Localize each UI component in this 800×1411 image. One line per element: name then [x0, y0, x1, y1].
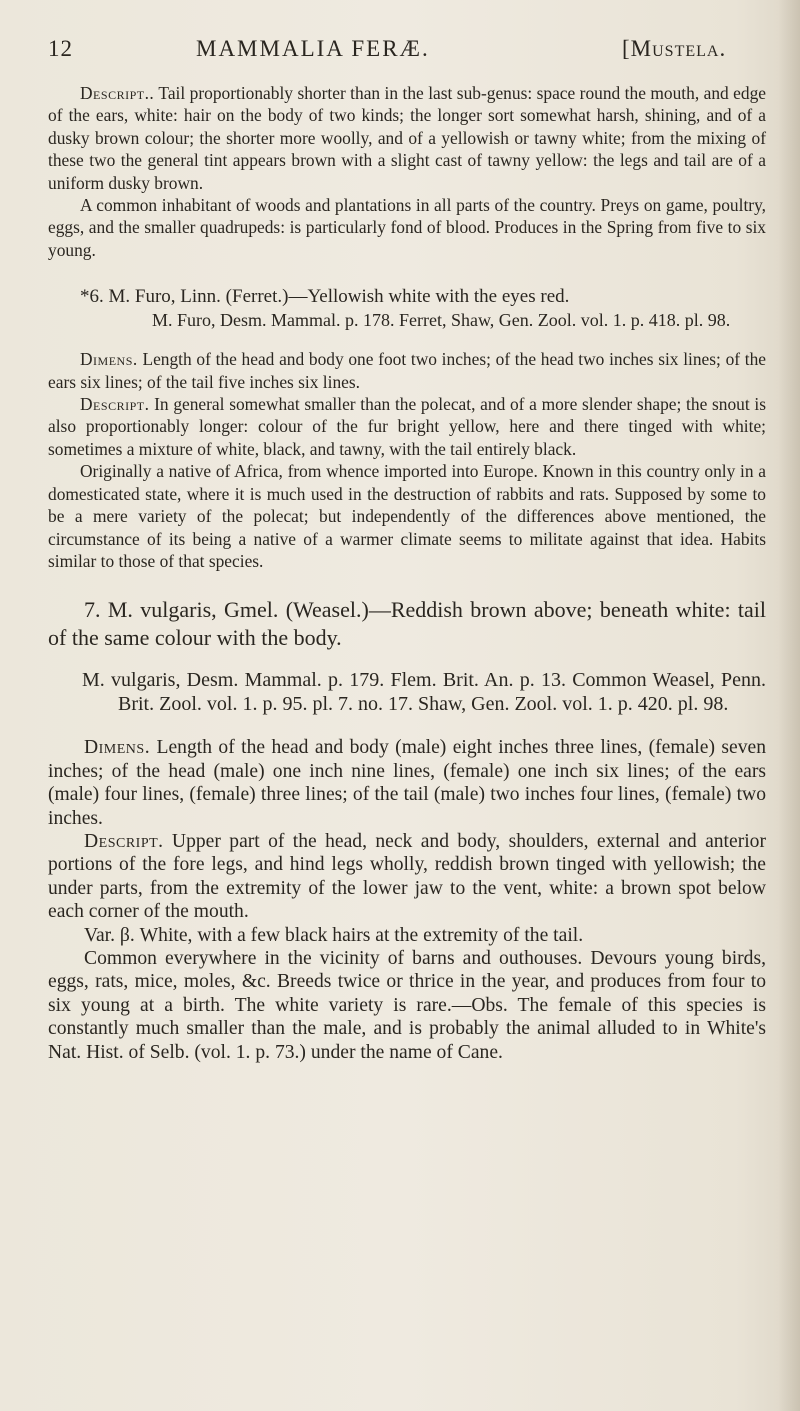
furo-description	[48, 393, 766, 460]
furo-dimensions	[48, 348, 766, 393]
dimens-text: Length of the head and body (male) eight inches three lines, (female) seven inches; of the head (male) one inch nine lines, (female) one inch six lines; of the ears (male) four lines, (female) three lines; of the tail (male) two inches four lines, (female) two inches.	[48, 737, 766, 829]
descript-text: Upper part of the head, neck and body, shoulders, external and anterior portions of the fore legs, and hind legs wholly, reddish brown tinged with yellowish; the under parts, from the extremity of the lower jaw to the vent, white: a brown spot below each corner of the mouth.	[48, 830, 766, 923]
species-heading-vulgaris: 7. M. vulgaris, Gmel. (Weasel.)—Reddish brown above; beneath white: tail of the same colour with the body.	[48, 597, 766, 651]
synonymy-vulgaris: M. vulgaris, Desm. Mammal. p. 179. Flem. Brit. An. p. 13. Common Weasel, Penn. Brit. Zool. vol. 1. p. 95. pl. 7. no. 17. Shaw, Gen. Zool. vol. 1. p. 420. pl. 98.	[82, 669, 766, 716]
descript-label: Descript..	[80, 83, 155, 103]
vulgaris-variety: Var. β. White, with a few black hairs at the extremity of the tail.	[84, 924, 584, 946]
furo-origin: Originally a native of Africa, from whence imported into Europe. Known in this country only in a domesticated state, where it is much used in the destruction of rabbits and rats. Supposed by some to be a mere variety of the polecat; but independently of the differences above mentioned, the circumstance of its being a native of a warmer climate seems to militate against that idea. Habits similar to those of that species.	[48, 461, 766, 571]
vulgaris-body	[48, 736, 766, 1064]
descript-text: Tail proportionably shorter than in the last sub-genus: space round the mouth, and edge of the ears, white: hair on the body of two kinds; the longer sort somewhat harsh, shining, and of a dusky brown colour; the shorter more woolly, and of a yellowish or tawny white; from the mixing of these two the general tint appears brown with a slight cast of tawny yellow: the legs and tail are of a uniform dusky brown.	[48, 83, 766, 193]
polecat-habits: A common inhabitant of woods and plantations in all parts of the country. Preys on game, poultry, eggs, and the smaller quadrupeds: is particularly fond of blood. Produces in the Spring from five to six young.	[48, 195, 766, 260]
spacer	[48, 652, 766, 668]
vulgaris-habits: Common everywhere in the vicinity of barns and outhouses. Devours young birds, eggs, rats, mice, moles, &c. Breeds twice or thrice in the year, and produces from four to six young at a birth. The white variety is rare.—Obs. The female of this species is constantly much smaller than the male, and is probably the animal alluded to in White's Nat. Hist. of Selb. (vol. 1. p. 73.) under the name of Cane.	[48, 947, 766, 1063]
section-title: [Mustela.	[622, 36, 727, 61]
spacer	[48, 716, 766, 736]
descript-text: In general somewhat smaller than the polecat, and of a more slender shape; the snout is also proportionably longer: colour of the fur bright yellow, here and there tinged with white; sometimes a mixture of white, black, and tawny, with the tail entirely black.	[48, 394, 766, 459]
page-edge-shadow	[778, 0, 800, 1411]
polecat-description	[48, 82, 766, 194]
spacer	[48, 332, 766, 348]
spacer	[48, 572, 766, 596]
vulgaris-description	[48, 830, 766, 924]
dimens-text: Length of the head and body one foot two inches; of the head two inches six lines; of the ears six lines; of the tail five inches six lines.	[48, 349, 766, 392]
dimens-label: Dimens.	[84, 737, 151, 759]
species-heading-furo: *6. M. Furo, Linn. (Ferret.)—Yellowish white with the eyes red.	[80, 286, 570, 308]
spacer	[48, 261, 766, 285]
dimens-label: Dimens.	[80, 349, 138, 370]
running-header	[48, 36, 766, 68]
page-number: 12	[48, 36, 73, 61]
running-title: MAMMALIA FERÆ.	[196, 36, 430, 61]
synonymy-furo: M. Furo, Desm. Mammal. p. 178. Ferret, Shaw, Gen. Zool. vol. 1. p. 418. pl. 98.	[152, 310, 731, 331]
vulgaris-dimensions	[48, 736, 766, 830]
descript-label: Descript.	[84, 830, 164, 852]
descript-label: Descript.	[80, 394, 150, 415]
body-text	[48, 82, 766, 1064]
